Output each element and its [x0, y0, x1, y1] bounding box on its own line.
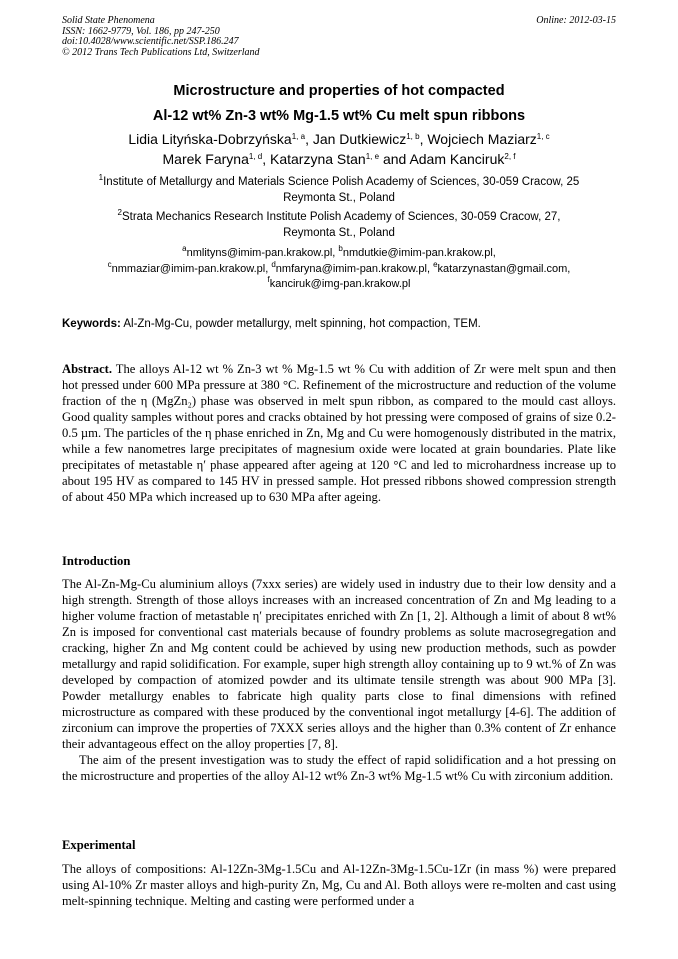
email-link[interactable]: nmmaziar@imim-pan.krakow.pl, [111, 262, 272, 275]
author-name: Jan Dutkiewicz [312, 131, 407, 147]
online-date: Online: 2012-03-15 [536, 15, 616, 26]
author-sep: , [419, 131, 428, 147]
abstract [62, 361, 616, 505]
journal-header [62, 16, 462, 58]
email-link[interactable]: nmlityns@imim-pan.krakow.pl, [186, 247, 339, 259]
email-sup: c [107, 259, 112, 269]
affiliation-text: Strata Mechanics Research Institute Polish Academy of Sciences, 30-059 Cracow, 27, [121, 211, 561, 223]
keywords [62, 318, 616, 330]
email-sup: d [271, 259, 276, 269]
email-sup: a [182, 244, 187, 253]
author-line-1 [40, 129, 638, 149]
email-list [62, 246, 616, 293]
affiliation-text: Institute of Metallurgy and Materials Science Polish Academy of Sciences, 30-059 Cracow, 25 [103, 176, 580, 188]
introduction-body [62, 576, 616, 784]
paper-title-line-1: Microstructure and properties of hot compacted [173, 83, 505, 99]
keywords-label: Keywords: [62, 318, 121, 330]
author-sup: 1, a [291, 132, 306, 141]
affiliation-sup: 1 [98, 173, 104, 182]
author-name: Lidia Lityńska-Dobrzyńska [128, 131, 292, 147]
author-sep: , [262, 151, 270, 167]
introduction-heading: Introduction [62, 554, 131, 568]
author-name: Marek Faryna [162, 151, 249, 167]
abstract-text: The alloys Al-12 wt % Zn-3 wt % Mg-1.5 wt % Cu with addition of Zr were melt spun and then hot pressed under 600 MPa pressure at 380 °C. Refinement of the microstructure and reduction of the volume fraction of the η (MgZn₂) phase was observed in melt spun ribbon, as compared to the mould cast alloys. Good quality samples without pores and cracks obtained by hot pressing were composed of grains of size 0.2-0.5 µm. The particles of the η phase enriched in Zn, Mg and Cu were homogenously distributed in the matrix, while a few nanometres large precipitates of magnesium oxide were located at grain boundaries. Plate like precipitates of metastable η′ phase appeared after ageing at 120 °C and led to microhardness increase up to about 195 HV as compared to 145 HV in pressed sample. Hot pressed ribbons showed compression strength of about 450 MPa which increased up to 630 MPa after ageing. [62, 362, 616, 504]
affiliation-text: Reymonta St., Poland [283, 191, 395, 204]
journal-copyright: © 2012 Trans Tech Publications Ltd, Switzerland [62, 46, 260, 58]
introduction-paragraph-2: The aim of the present investigation was to study the effect of rapid solidification and a hot pressing on the microstructure and properties of the alloy Al-12 wt% Zn-3 wt% Mg-1.5 wt% Cu with zirconium addition. [62, 753, 616, 783]
email-link[interactable]: nmdutkie@imim-pan.krakow.pl, [342, 247, 496, 259]
author-sup: 1, c [536, 132, 550, 141]
email-link[interactable]: kanciruk@img-pan.krakow.pl [269, 278, 411, 290]
email-link[interactable]: katarzynastan@gmail.com, [437, 262, 571, 275]
affiliation-2 [62, 210, 616, 241]
author-name: Katarzyna Stan [269, 151, 366, 167]
abstract-label: Abstract. [62, 362, 113, 376]
email-sup: f [267, 275, 270, 284]
affiliation-text: Reymonta St., Poland [283, 226, 395, 239]
author-name: Wojciech Maziarz [427, 131, 537, 147]
journal-name: Solid State Phenomena [62, 15, 155, 26]
affiliation-1 [62, 175, 616, 206]
author-sup: 2, f [504, 152, 516, 161]
author-sup: 1, b [406, 132, 420, 141]
author-sup: 1, d [248, 152, 263, 161]
introduction-paragraph-1: The Al-Zn-Mg-Cu aluminium alloys (7xxx series) are widely used in industry due to their low density and a high strength. Strength of those alloys increases with an increased concentration of Zn and Mg leading to a higher volume fraction of metastable η′ precipitates enriched with Zn [1, 2]. Although a limit of about 8 wt% Zn is imposed for conventional cast materials because of foundry problems as solute macrosegregation and cracking, higher Zn and Mg content could be achieved by using new production methods, such as powder metallurgy and rapid solidification. For example, super high strength alloy containing up to 9 wt.% of Zn was developed by compaction of atomized powder and its ultimate tensile strength was about 900 MPa [3]. Powder metallurgy enables to fabricate high quality parts close to final dimensions with refined microstructure as compared with these produced by the conventional ingot metallurgy [4-6]. The addition of zirconium can improve the properties of 7XXX series alloys and the higher than 0.3% content of Zr enhance their advantageous effect on the alloy properties [7, 8]. [62, 577, 616, 751]
affiliation-sup: 2 [117, 208, 122, 217]
author-sup: 1, e [365, 152, 380, 161]
email-sup: b [338, 244, 343, 253]
email-link[interactable]: nmfaryna@imim-pan.krakow.pl, [275, 262, 434, 275]
experimental-heading: Experimental [62, 838, 136, 852]
journal-issn: ISSN: 1662-9779, Vol. 186, pp 247-250 [62, 25, 220, 37]
author-list [40, 129, 638, 169]
experimental-paragraph-1: The alloys of compositions: Al-12Zn-3Mg-1.5Cu and Al-12Zn-3Mg-1.5Cu-1Zr (in mass %) were prepared using Al-10% Zr master alloys and high-purity Zn, Mg, Cu and Al. Both alloys were re-molten and cast using melt-spinning technique. Melting and casting were performed under a [62, 862, 616, 908]
author-line-2 [40, 149, 638, 169]
paper-title-line-2: Al-12 wt% Zn-3 wt% Mg-1.5 wt% Cu melt spun ribbons [152, 108, 526, 124]
email-sup: e [433, 259, 438, 269]
author-name: Adam Kanciruk [409, 151, 505, 167]
author-sep: , [305, 131, 313, 147]
author-sep: and [379, 151, 410, 167]
keywords-text: Al-Zn-Mg-Cu, powder metallurgy, melt spinning, hot compaction, TEM. [120, 318, 481, 330]
journal-doi: doi:10.4028/www.scientific.net/SSP.186.247 [62, 36, 239, 47]
